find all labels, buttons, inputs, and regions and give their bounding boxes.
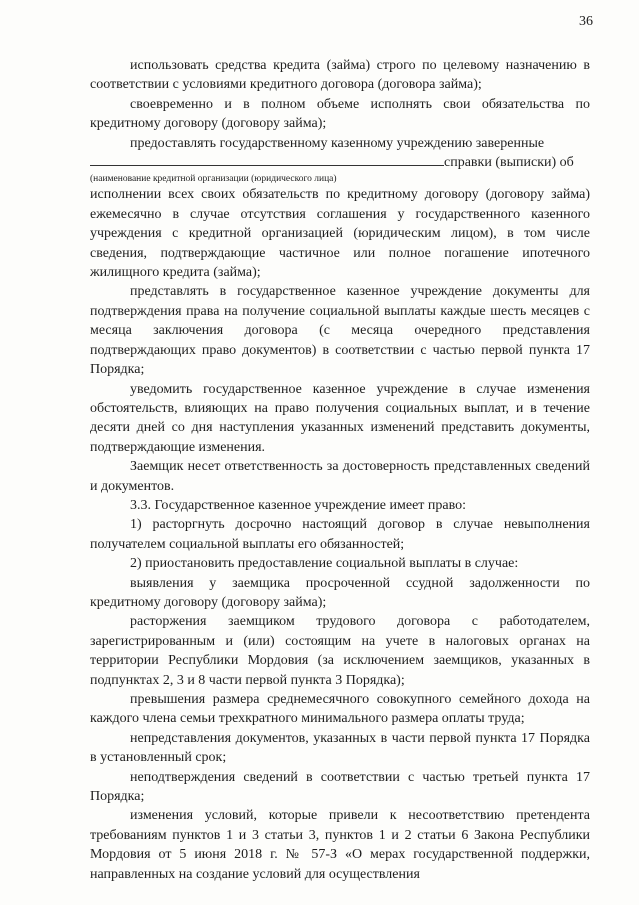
blank-line-caption: (наименование кредитной организации (юридического лица) [90, 174, 337, 185]
paragraph: превышения размера среднемесячного совокупного семейного дохода на каждого члена семьи трехкратного минимального размера оплаты труда; [90, 692, 590, 727]
paragraph: использовать средства кредита (займа) строго по целевому назначению в соответствии с условиями кредитного договора (договора займа); [90, 58, 590, 93]
paragraph: представлять в государственное казенное учреждение документы для подтверждения права на получение социальной выплаты каждые шесть месяцев с месяца заключения договора (с месяца очередного представления подтверждающих право документов) в соответствии с частью первой пункта 17 Порядка; [90, 284, 590, 378]
document-body [90, 56, 590, 884]
paragraph: неподтверждения сведений в соответствии с частью третьей пункта 17 Порядка; [90, 769, 590, 805]
page-number: 36 [579, 14, 593, 29]
paragraph: 2) приостановить предоставление социальной выплаты в случае: [130, 556, 519, 572]
paragraph: исполнении всех своих обязательств по кредитному договору (договору займа) ежемесячно в случае отсутствия соглашения у государственного казенного учреждения с кредитной организацией (юридическим лицом), в том числе сведения, подтверждающие частичное или полное погашение ипотечного жилищного кредита (займа); [90, 187, 590, 281]
paragraph: непредставления документов, указанных в части первой пункта 17 Порядка в установленный срок; [90, 730, 590, 766]
blank-line-suffix: справки (выписки) об [444, 155, 574, 171]
paragraph: выявления у заемщика просроченной ссудной задолженности по кредитному договору (договору займа); [90, 575, 590, 610]
paragraph: Заемщик несет ответственность за достоверность представленных сведений и документов. [90, 459, 590, 494]
blank-line-row [90, 153, 590, 172]
section-heading: 3.3. Государственное казенное учреждение имеет право: [130, 497, 467, 513]
paragraph: уведомить государственное казенное учреждение в случае изменения обстоятельств, влияющих на право получения социальных выплат, и в течение десяти дней со дня наступления указанных изменений представить документы, подтверждающие изменения. [90, 381, 590, 455]
paragraph: предоставлять государственному казенному учреждению заверенные [130, 135, 545, 151]
paragraph: своевременно и в полном объеме исполнять свои обязательства по кредитному договору (договору займа); [90, 96, 590, 132]
fill-in-blank-line [90, 153, 444, 166]
paragraph: 1) расторгнуть досрочно настоящий договор в случае невыполнения получателем социальной выплаты его обязанностей; [90, 517, 590, 552]
paragraph: изменения условий, которые привели к несоответствию претендента требованиям пунктов 1 и 3 статьи 3, пунктов 1 и 2 статьи 6 Закона Республики Мордовия от 5 июня 2018 г. № 57-З «О мерах государственной поддержки, направленных на создание условий для осуществления [90, 808, 590, 882]
paragraph: расторжения заемщиком трудового договора с работодателем, зарегистрированным и (или) состоящим на учете в налоговых органах на территории Республики Мордовия (за исключением заемщиков, указанных в подпунктах 2, 3 и 8 части первой пункта 3 Порядка); [90, 614, 590, 688]
